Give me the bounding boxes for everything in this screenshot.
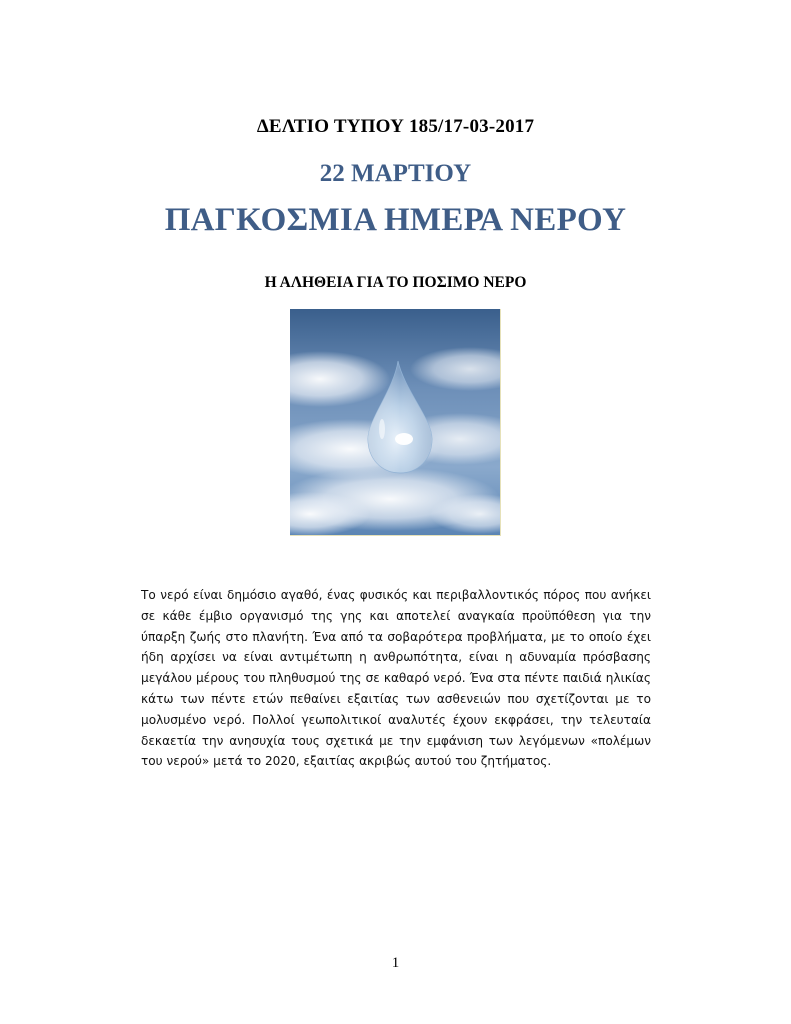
- press-release-number: ΔΕΛΤΙΟ ΤΥΠΟΥ 185/17-03-2017: [256, 116, 535, 137]
- date-heading: 22 ΜΑΡΤΙΟΥ: [319, 160, 472, 187]
- water-drop-image: [290, 309, 501, 536]
- body-paragraph: Το νερό είναι δημόσιο αγαθό, ένας φυσικός και περιβαλλοντικός πόρος που ανήκει σε κάθε έμβιο οργανισμό της γης και αποτελεί αναγκαία προϋπόθεση για την ύπαρξη ζωής στο πλανήτη. Ένα από τα σοβαρότερα προβλήματα, με το οποίο έχει ήδη αρχίσει να είναι αντιμέτωπη η ανθρωπότητα, είναι η αδυναμία πρόσβασης μεγάλου μέρους του πληθυσμού της σε καθαρό νερό. Ένα στα πέντε παιδιά ηλικίας κάτω των πέντε ετών πεθαίνει εξαιτίας των ασθενειών που σχετίζονται με το μολυσμένο νερό. Πολλοί γεωπολιτικοί αναλυτές έχουν εκφράσει, την τελευταία δεκαετία την ανησυχία τους σχετικά με την εμφάνιση των λεγόμενων «πολέμων του νερού» μετά το 2020, εξαιτίας ακριβώς αυτού του ζητήματος.: [141, 588, 651, 769]
- page-number: 1: [391, 955, 400, 971]
- water-drop-icon: [290, 309, 500, 535]
- subtitle: Η ΑΛΗΘΕΙΑ ΓΙΑ ΤΟ ΠΟΣΙΜΟ ΝΕΡΟ: [264, 274, 527, 291]
- page-title: ΠΑΓΚΟΣΜΙΑ ΗΜΕΡΑ ΝΕΡΟΥ: [164, 202, 627, 238]
